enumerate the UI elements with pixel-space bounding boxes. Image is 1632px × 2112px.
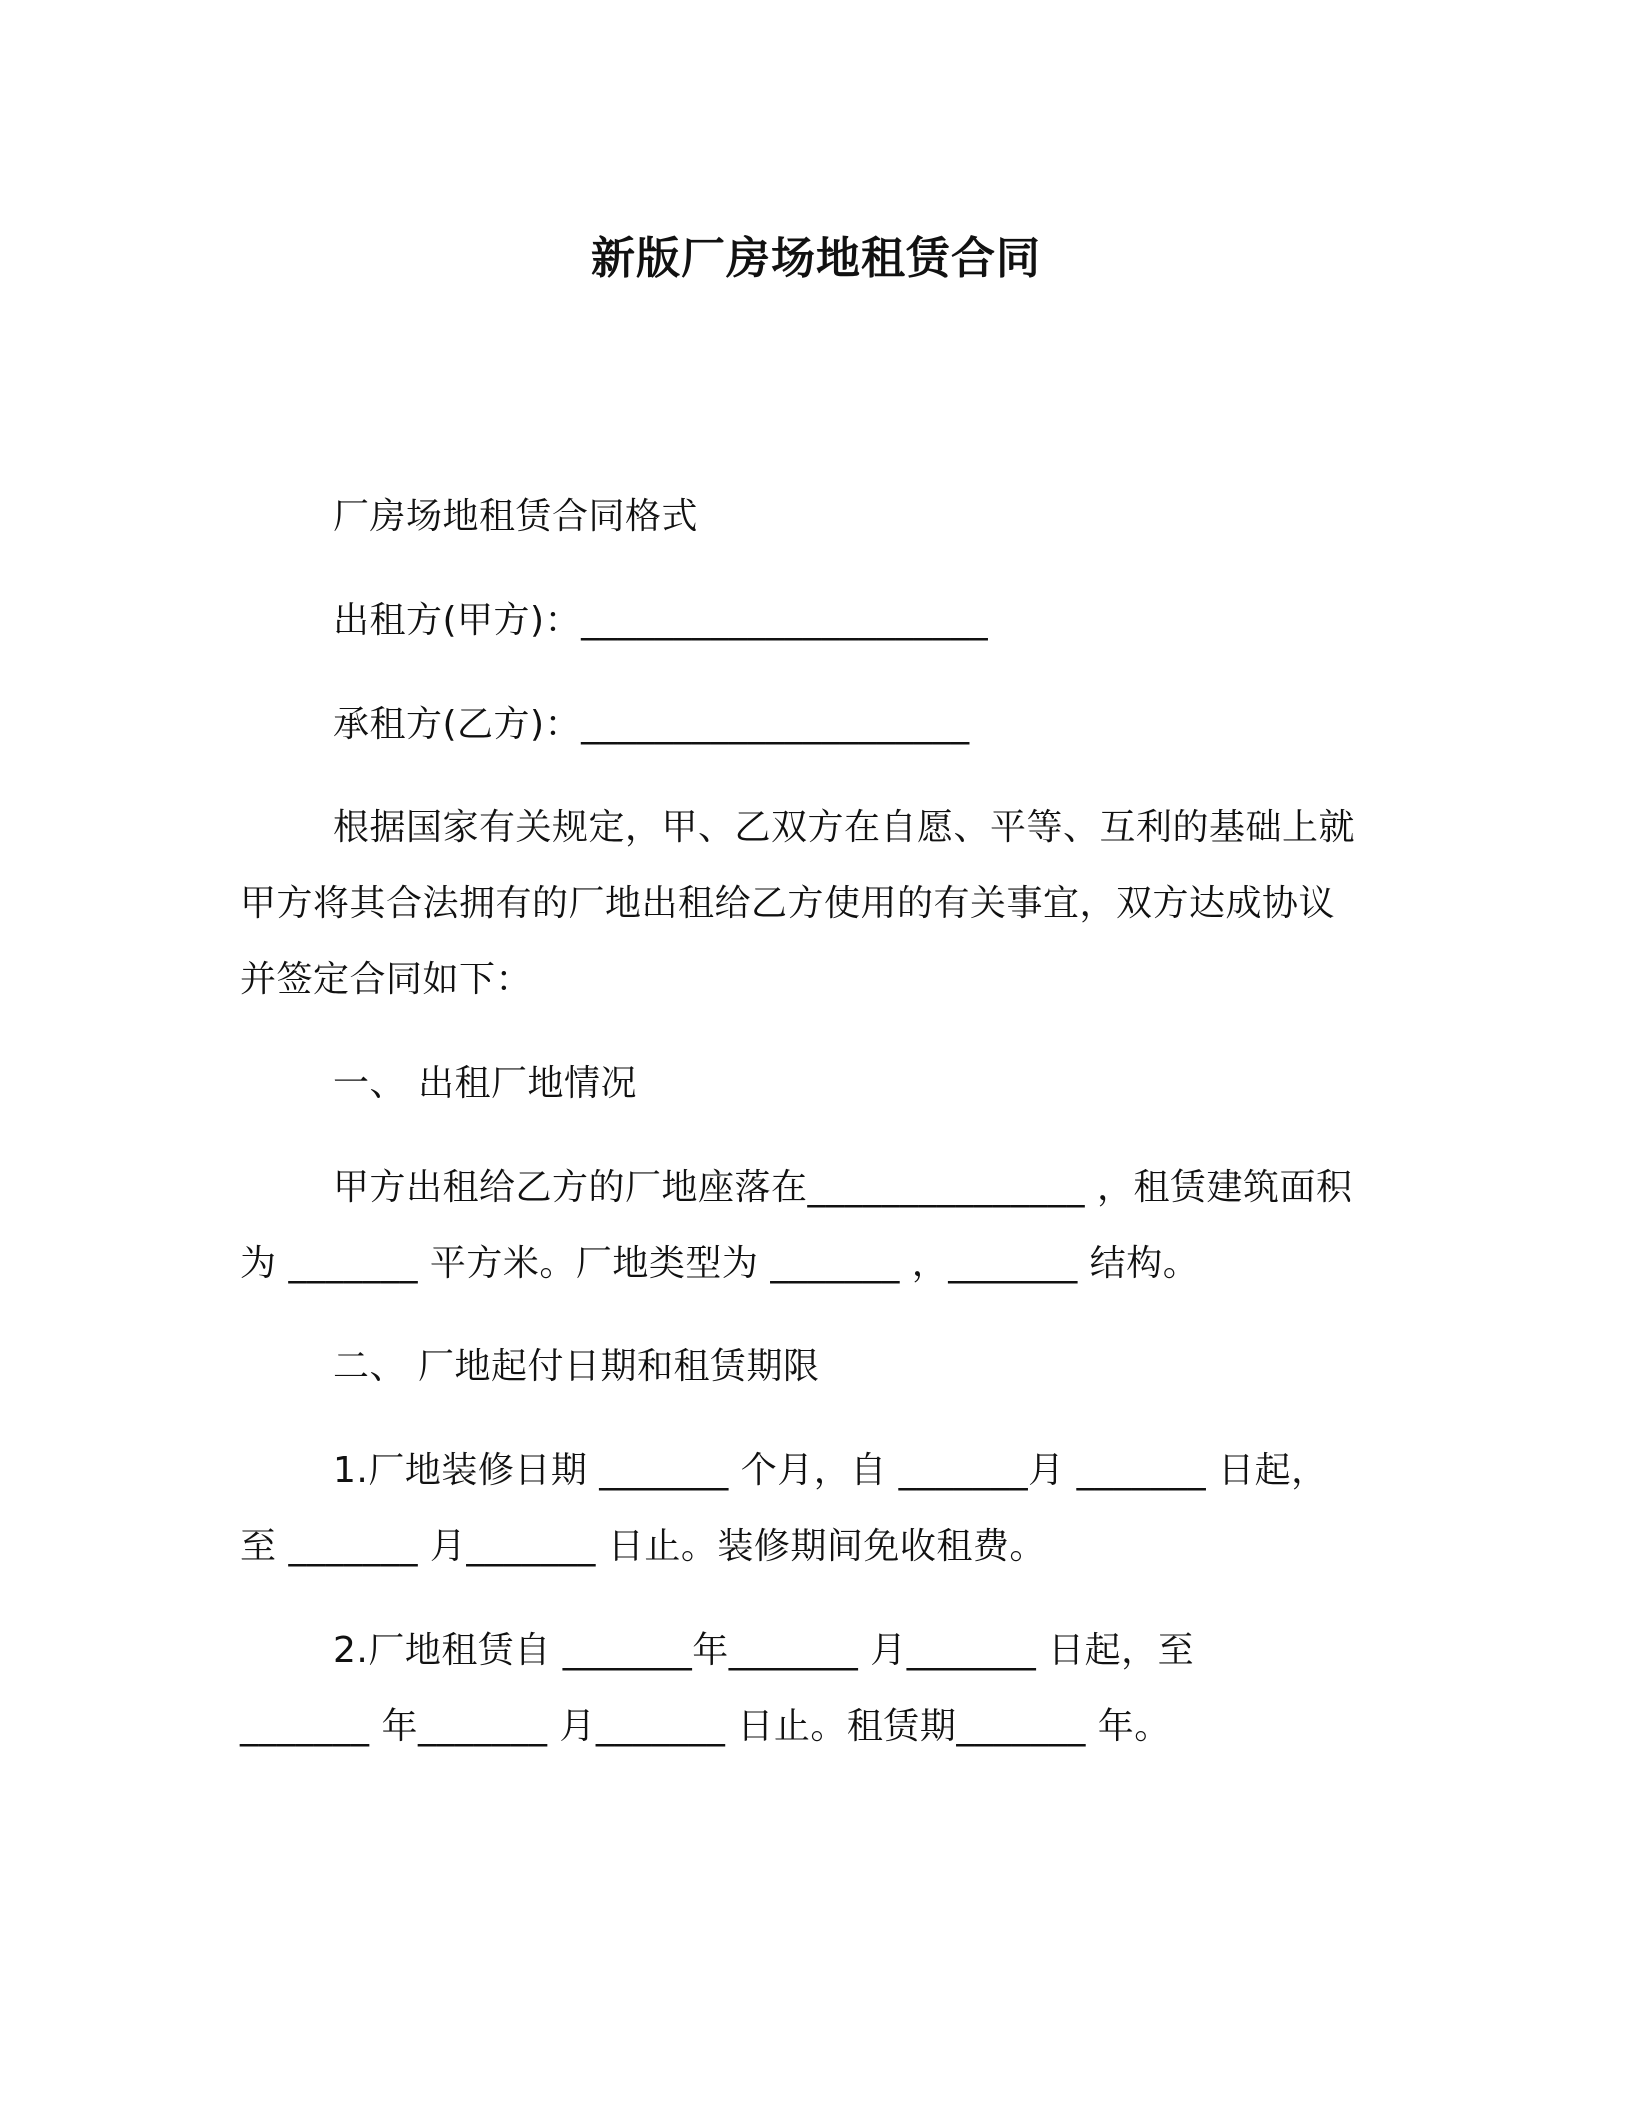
section-2-item-2-line-2: _______ 年_______ 月_______ 日止。租赁期_______ 年。 (240, 1706, 1171, 1747)
intro-line-2: 甲方将其合法拥有的厂地出租给乙方使用的有关事宜，双方达成协议 (240, 883, 1336, 924)
section-2-item-2-line-1: 2.厂地租赁自 _______年_______ 月_______ 日起，至 (333, 1630, 1195, 1671)
format-heading: 厂房场地租赁合同格式 (333, 496, 699, 537)
section-2-item-1-line-1: 1.厂地装修日期 _______ 个月，自 _______月 _______ 日起， (333, 1450, 1328, 1491)
section-2-item-1-line-2: 至 _______ 月_______ 日止。装修期间免收租费。 (240, 1526, 1046, 1567)
document-title: 新版厂房场地租赁合同 (591, 233, 1041, 284)
lessee-line: 承租方(乙方)：_____________________ (333, 704, 970, 745)
section-2-heading: 二、 厂地起付日期和租赁期限 (333, 1346, 820, 1387)
section-1-line-1: 甲方出租给乙方的厂地座落在_______________ ，租赁建筑面积 (333, 1167, 1353, 1208)
section-1-heading: 一、 出租厂地情况 (333, 1063, 637, 1104)
section-1-line-2: 为 _______ 平方米。厂地类型为 _______ ，_______ 结构。 (240, 1243, 1200, 1284)
intro-line-1: 根据国家有关规定，甲、乙双方在自愿、平等、互利的基础上就 (333, 807, 1356, 848)
lessor-line: 出租方(甲方)：______________________ (333, 600, 989, 641)
intro-line-3: 并签定合同如下： (240, 959, 533, 1000)
